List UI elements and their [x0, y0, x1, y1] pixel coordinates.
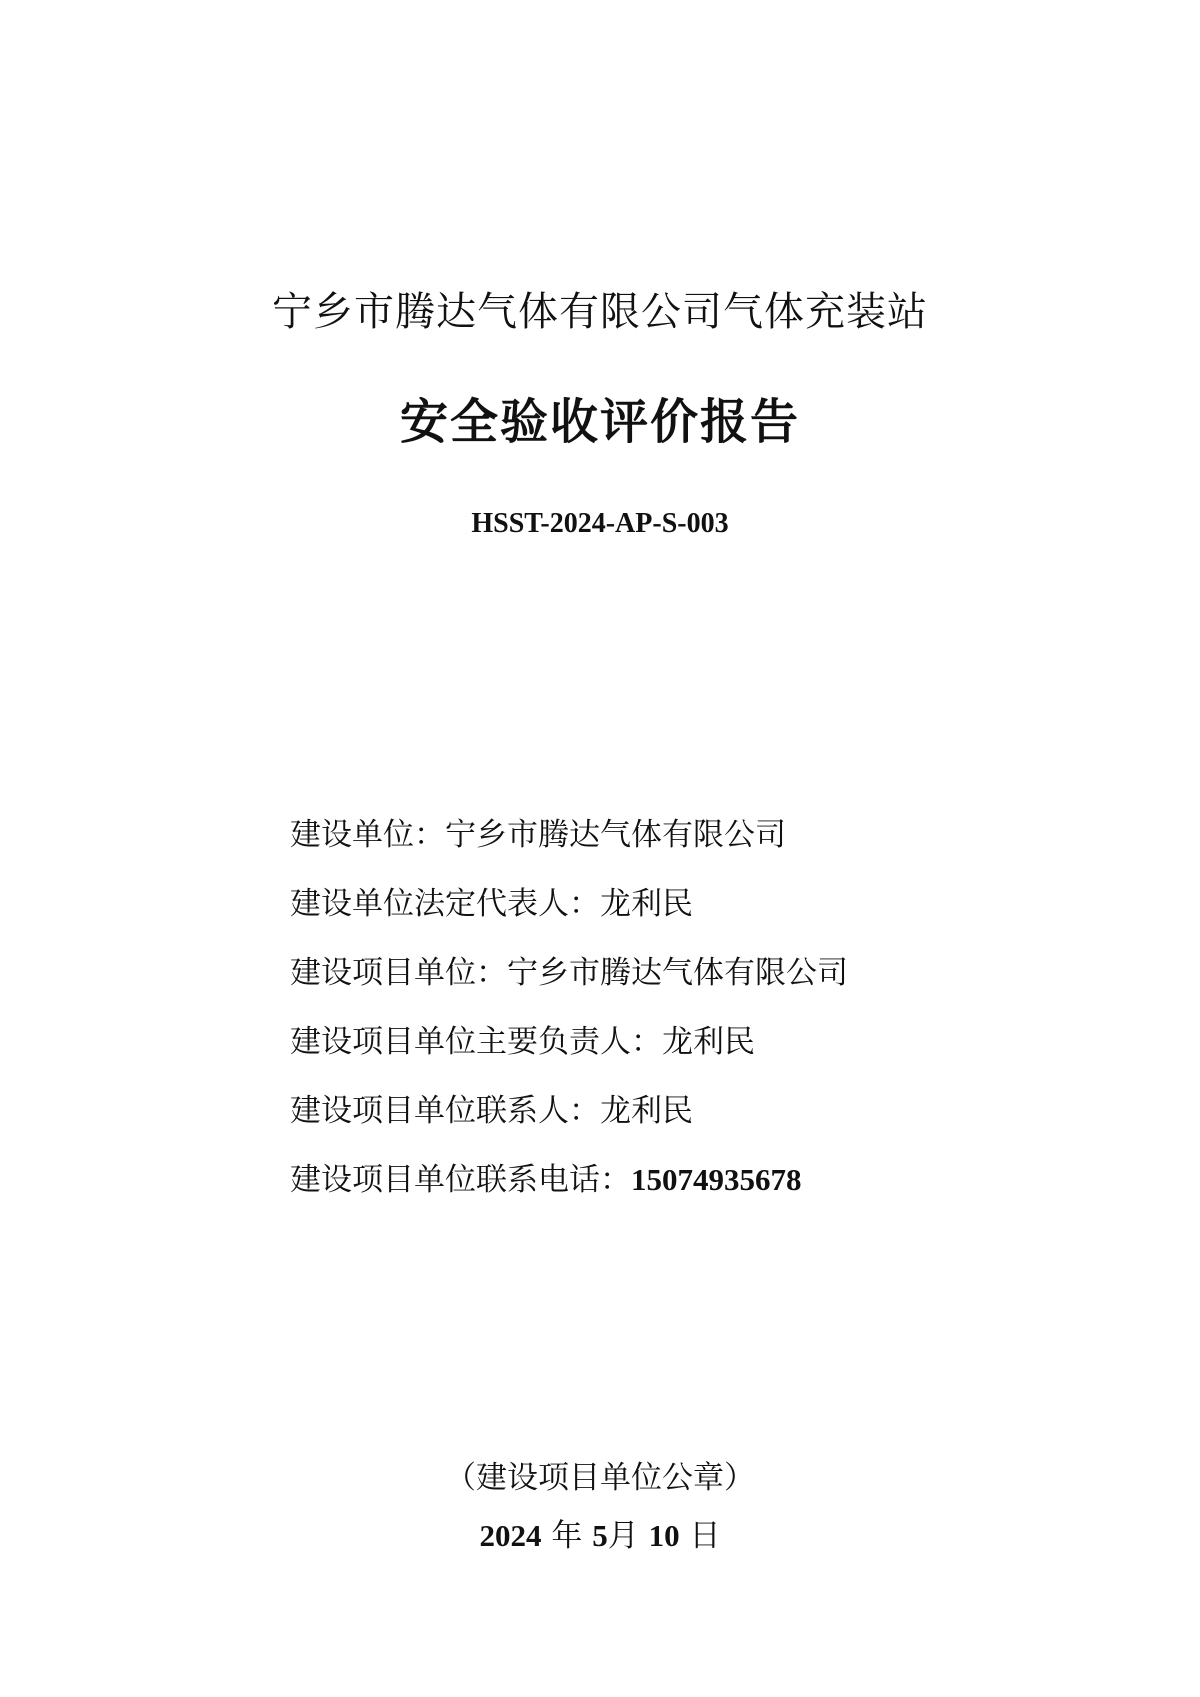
- date-day: 10: [648, 1518, 680, 1553]
- info-value: 宁乡市腾达气体有限公司: [507, 955, 848, 991]
- info-label: 建设单位法定代表人：: [290, 886, 600, 922]
- info-label: 建设项目单位联系电话：: [290, 1162, 631, 1198]
- date-year: 2024: [479, 1518, 542, 1553]
- date-year-char: 年: [551, 1518, 583, 1554]
- report-code: HSST-2024-AP-S-003: [471, 508, 729, 539]
- info-value: 龙利民: [662, 1024, 755, 1060]
- info-project-phone: [290, 1160, 1150, 1229]
- info-project-unit: [290, 953, 1150, 1022]
- project-info-block: [290, 815, 1150, 1229]
- info-label: 建设项目单位主要负责人：: [290, 1024, 662, 1060]
- info-construction-unit: [290, 815, 1150, 884]
- report-date: [0, 1510, 1200, 1555]
- report-title-type: 安全验收评价报告: [399, 394, 800, 450]
- info-project-principal: [290, 1022, 1150, 1091]
- info-project-contact: [290, 1091, 1150, 1160]
- info-value: 15074935678: [631, 1162, 802, 1197]
- report-title-company: 宁乡市腾达气体有限公司气体充装站: [272, 289, 928, 335]
- info-value: 龙利民: [600, 886, 693, 922]
- info-value: 宁乡市腾达气体有限公司: [445, 817, 786, 853]
- info-label: 建设项目单位联系人：: [290, 1093, 600, 1129]
- info-value: 龙利民: [600, 1093, 693, 1129]
- seal-caption: （建设项目单位公章）: [445, 1460, 755, 1496]
- info-legal-representative: [290, 884, 1150, 953]
- date-day-char: 日: [689, 1518, 721, 1554]
- info-label: 建设单位：: [290, 817, 445, 853]
- date-month-char: 月: [607, 1518, 639, 1554]
- info-label: 建设项目单位：: [290, 955, 507, 991]
- date-month: 5: [592, 1518, 608, 1553]
